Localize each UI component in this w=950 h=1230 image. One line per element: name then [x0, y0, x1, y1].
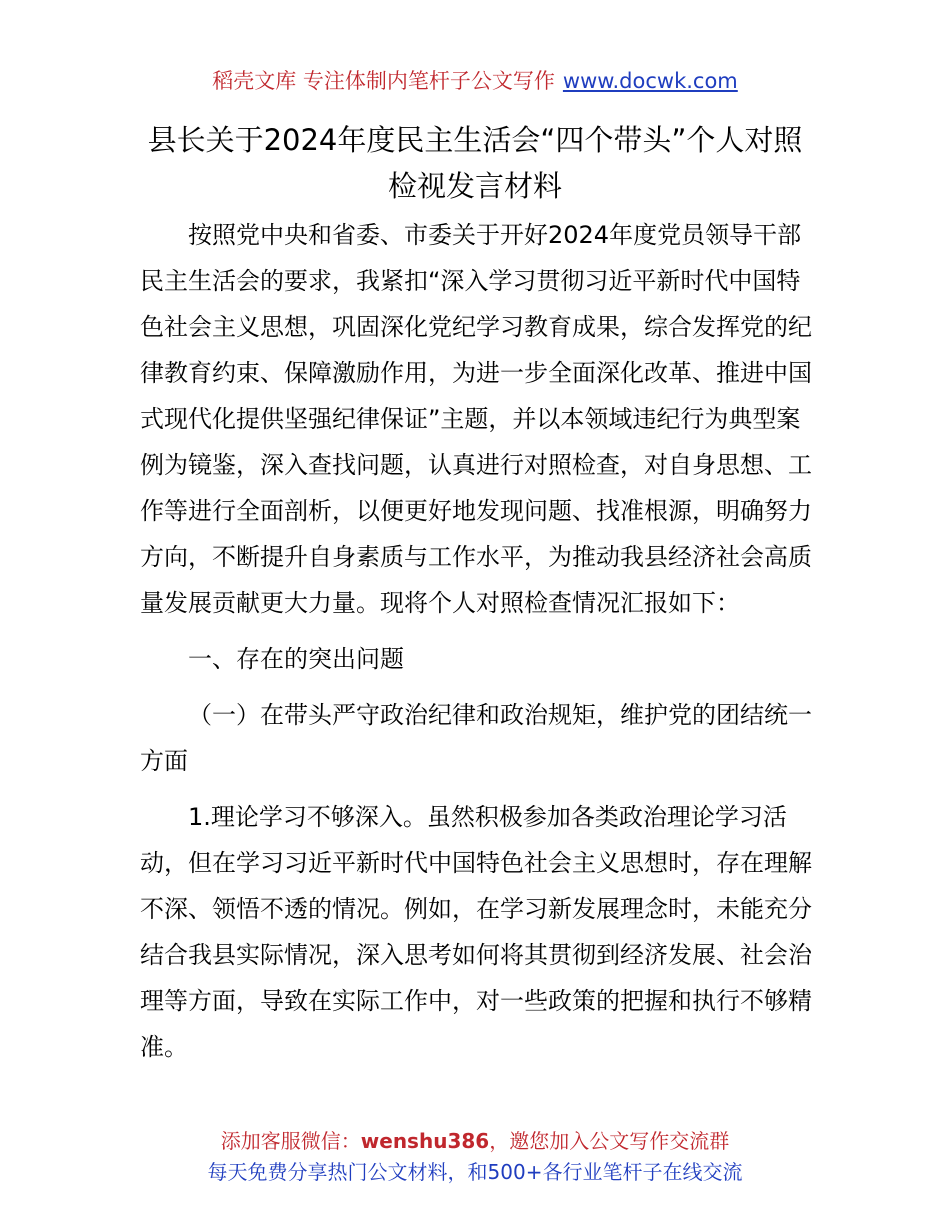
subsection-heading: （一）在带头严守政治纪律和政治规矩，维护党的团结统一方面 — [140, 701, 812, 775]
header-brand-text: 稻壳文库 专注体制内笔杆子公文写作 — [212, 69, 555, 93]
footer-banner — [0, 1126, 950, 1188]
intro-paragraph: 按照党中央和省委、市委关于开好2024年度党员领导干部民主生活会的要求，我紧扣“深入学习贯彻习近平新时代中国特色社会主义思想，巩固深化党纪学习教育成果，综合发挥党的纪律教育约束、保障激励作用，为进一步全面深化改革、推进中国式现代化提供坚强纪律保证”主题，并以本领域违纪行为典型案例为镜鉴，深入查找问题，认真进行对照检查，对自身思想、工作等进行全面剖析，以便更好地发现问题、找准根源，明确努力方向，不断提升自身素质与工作水平，为推动我县经济社会高质量发展贡献更大力量。现将个人对照检查情况汇报如下： — [140, 221, 812, 617]
document-title: 县长关于2024年度民主生活会“四个带头”个人对照检视发言材料 — [147, 123, 803, 203]
footer-wechat-id: wenshu386 — [360, 1129, 490, 1153]
header-banner — [0, 66, 950, 96]
footer-contact-suffix: ，邀您加入公文写作交流群 — [489, 1129, 730, 1153]
document-body — [140, 212, 812, 1070]
footer-promo-line: 每天免费分享热门公文材料，和500+各行业笔杆子在线交流 — [207, 1160, 743, 1184]
section-heading: 一、存在的突出问题 — [188, 645, 404, 673]
point-paragraph-1: 1.理论学习不够深入。虽然积极参加各类政治理论学习活动，但在学习习近平新时代中国特色社会主义思想时，存在理解不深、领悟不透的情况。例如，在学习新发展理念时，未能充分结合我县实际情况，深入思考如何将其贯彻到经济发展、社会治理等方面，导致在实际工作中，对一些政策的把握和执行不够精准。 — [140, 803, 812, 1061]
footer-contact-prefix: 添加客服微信： — [220, 1129, 361, 1153]
footer-contact-line — [0, 1126, 950, 1157]
header-website-link[interactable]: www.docwk.com — [562, 69, 738, 93]
